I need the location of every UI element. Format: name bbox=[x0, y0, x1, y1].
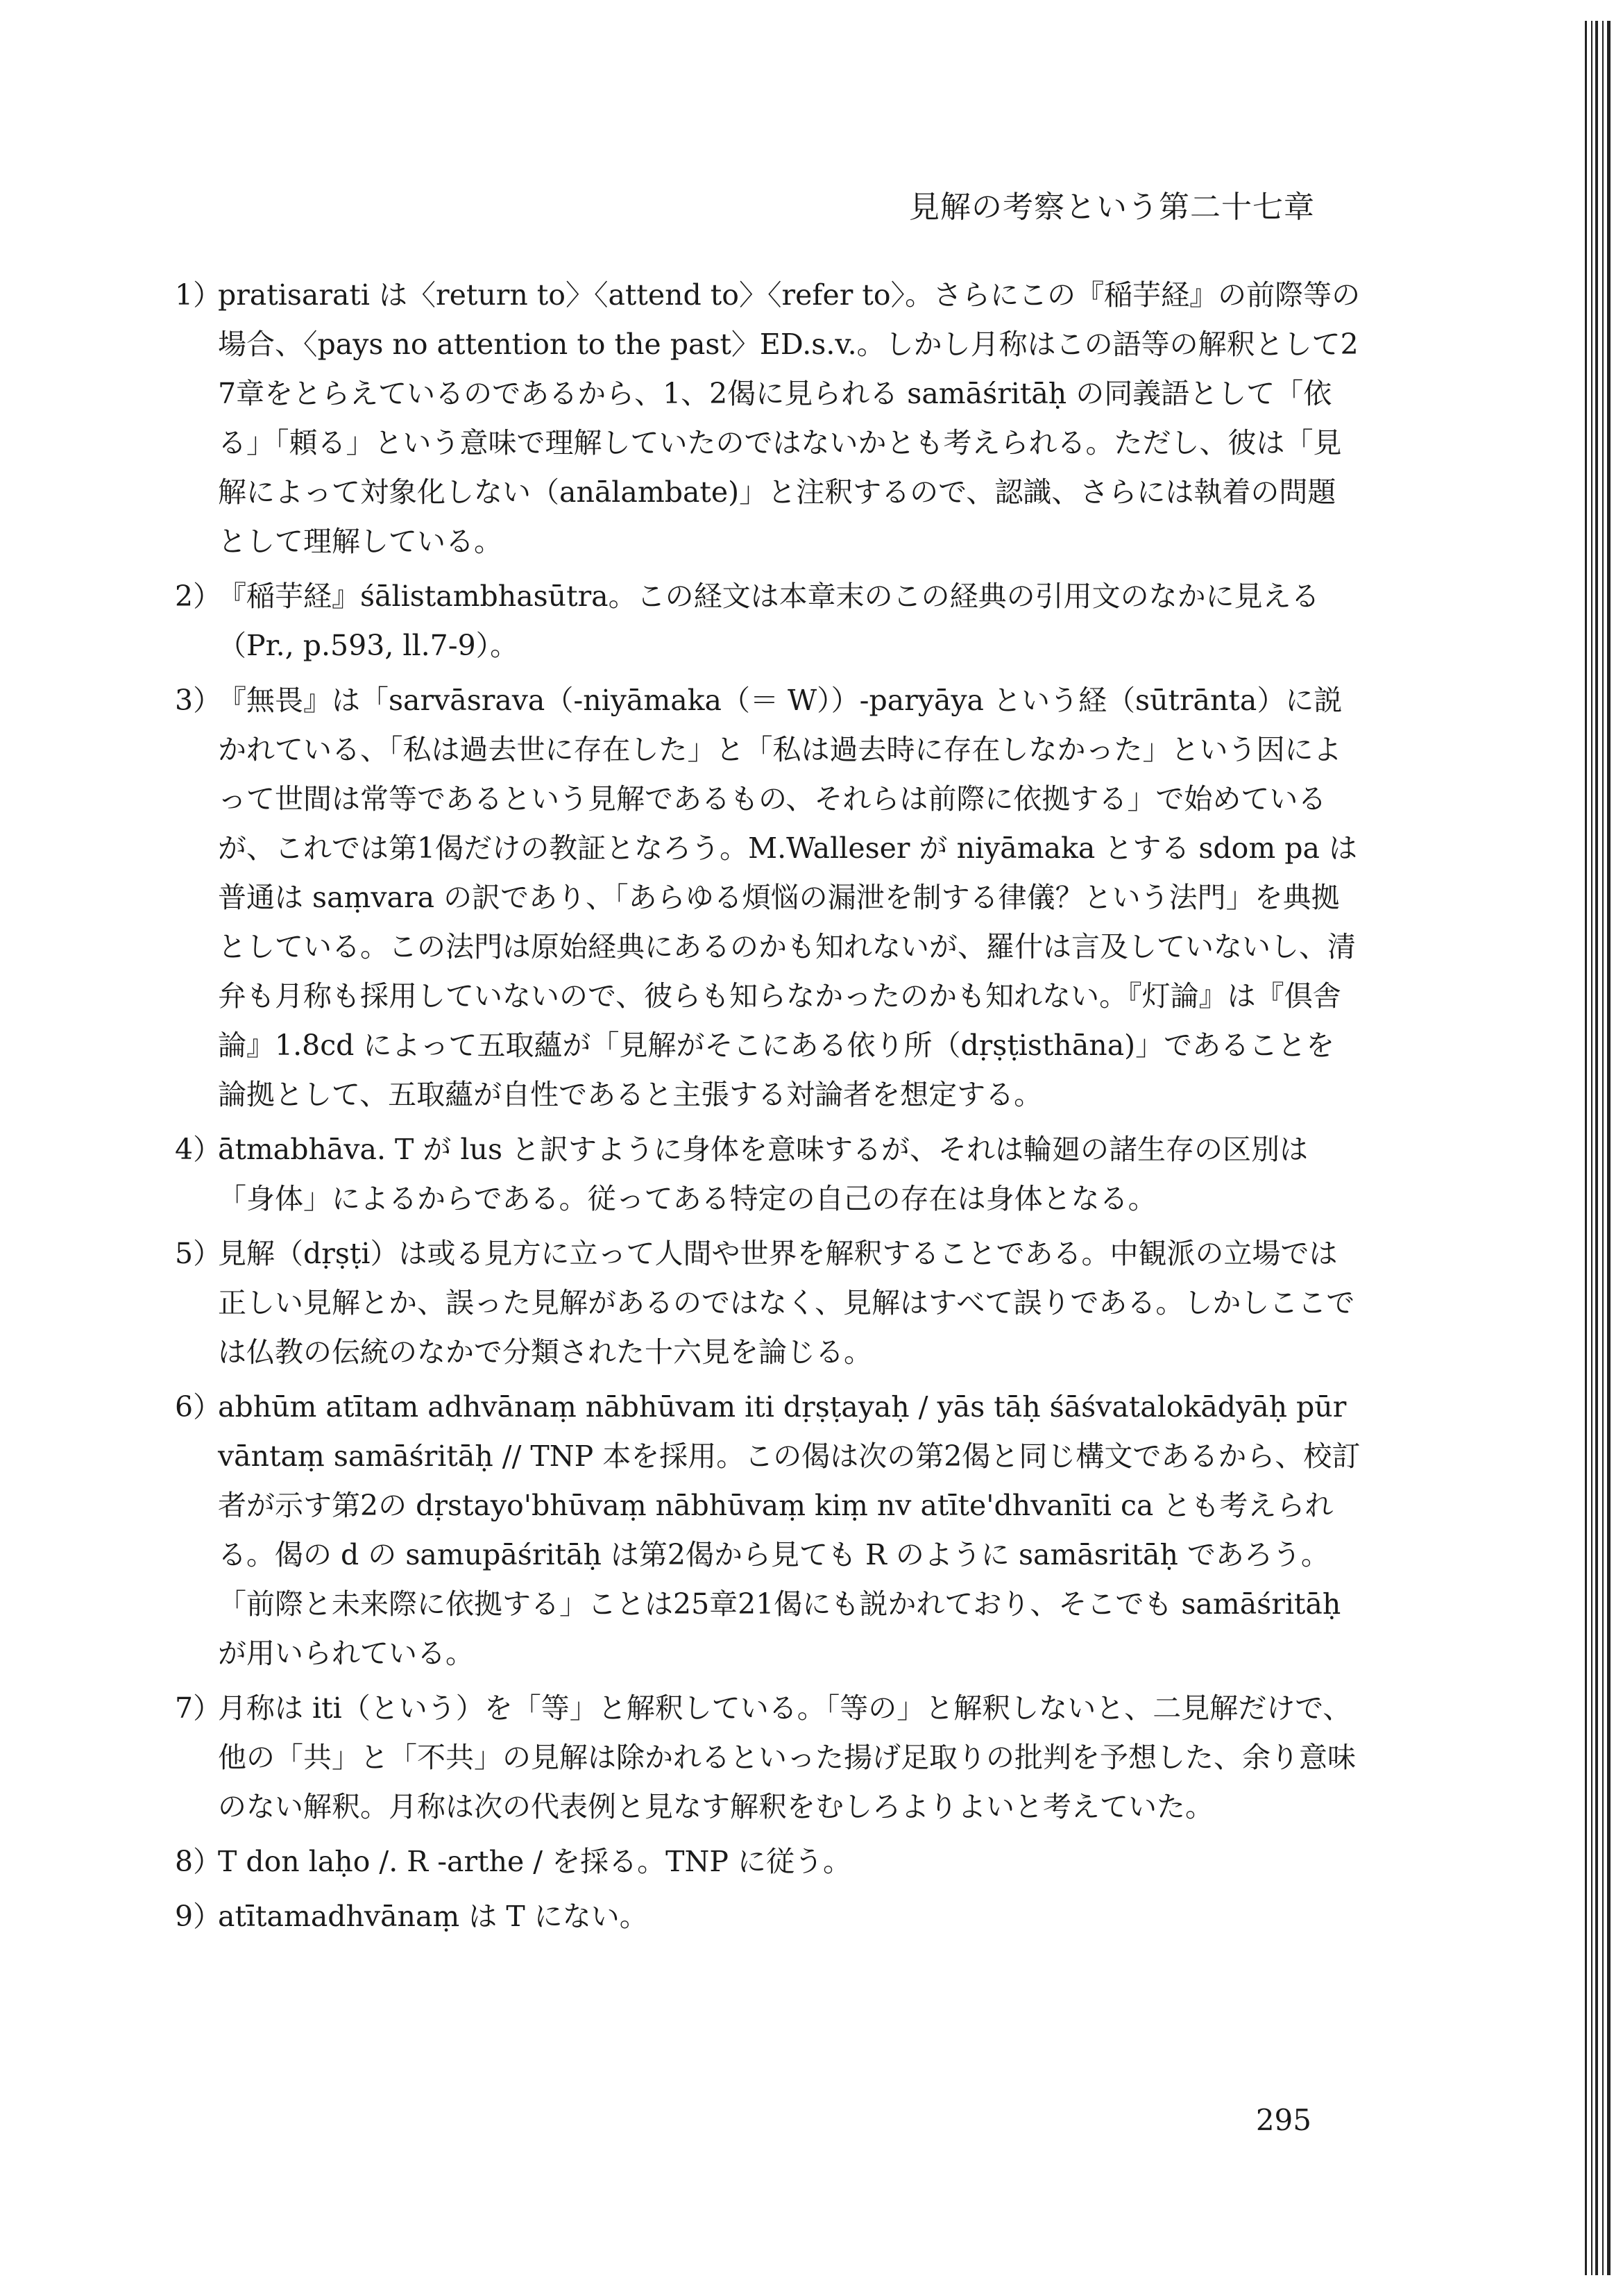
note-number: 3） bbox=[175, 684, 222, 717]
note-text: atītamadhvānaṃ は T にない。 bbox=[218, 1900, 648, 1933]
note-7 bbox=[175, 1684, 1361, 1832]
note-text: T don laḥo /. R -arthe / を採る。TNP に従う。 bbox=[218, 1845, 851, 1878]
note-number: 1） bbox=[175, 278, 222, 312]
note-number: 6） bbox=[175, 1390, 222, 1424]
note-5 bbox=[175, 1229, 1361, 1377]
note-number: 2） bbox=[175, 580, 222, 613]
note-text: 『無畏』は「sarvāsrava（-niyāmaka（＝ W））-paryāya という経（sūtrānta）に説かれている、「私は過去世に存在した」と「私は過去時に存在しなかった」という因によって世間は常等であるという見解であるもの、それらは前際に依拠する」で始めているが、これでは第1偈だけの教証となろう。M.Walleser が niyāmaka とする sdom pa は普通は saṃvara の訳であり、「あらゆる煩悩の漏泄を制する律儀？という法門」を典拠としている。この法門は原始経典にあるのかも知れないが、羅什は言及していないし、清弁も月称も採用していないので、彼らも知らなかったのかも知れない。『灯論』は『倶舎論』1.8cd によって五取蘊が「見解がそこにある依り所（dṛṣṭisthāna)」であることを論拠として、五取蘊が自性であると主張する対論者を想定する。 bbox=[218, 684, 1357, 1111]
note-number: 8） bbox=[175, 1845, 222, 1878]
notes-list bbox=[175, 271, 1361, 1947]
note-number: 5） bbox=[175, 1237, 222, 1270]
note-number: 4） bbox=[175, 1133, 222, 1166]
note-text: abhūm atītam adhvānaṃ nābhūvam iti dṛṣṭayaḥ / yās tāḥ śāśvatalokādyāḥ pūrvāntaṃ samāśritāḥ // TNP 本を採用。この偈は次の第2偈と同じ構文であるから、校訂者が示す第2の dṛstayo'bhūvaṃ nābhūvaṃ kiṃ nv atīte'dhvanīti ca とも考えられる。偈の d の samupāśritāḥ は第2偈から見ても R のように samāsritāḥ であろう。「前際と未来際に依拠する」ことは25章21偈にも説かれており、そこでも samāśritāḥ が用いられている。 bbox=[218, 1390, 1361, 1670]
note-number: 9） bbox=[175, 1900, 222, 1933]
note-text: 『稲芋経』śālistambhasūtra。この経文は本章末のこの経典の引用文のなかに見える（Pr., p.593, ll.7-9）。 bbox=[218, 580, 1320, 662]
note-6 bbox=[175, 1383, 1361, 1678]
note-9 bbox=[175, 1892, 1361, 1941]
note-number: 7） bbox=[175, 1691, 222, 1725]
note-2 bbox=[175, 572, 1361, 670]
note-1 bbox=[175, 271, 1361, 566]
note-text: ātmabhāva. T が lus と訳すように身体を意味するが、それは輪廻の諸生存の区別は「身体」によるからである。従ってある特定の自己の存在は身体となる。 bbox=[218, 1133, 1309, 1215]
note-text: pratisarati は〈return to〉〈attend to〉〈refer to〉。さらにこの『稲芋経』の前際等の場合、〈pays no attention to the past〉ED.s.v.。しかし月称はこの語等の解釈として27章をとらえているのであるから、1、2偈に見られる samāśritāḥ の同義語として「依る」「頼る」という意味で理解していたのではないかとも考えられる。ただし、彼は「見解によって対象化しない（anālambate)」と注釈するので、認識、さらには執着の問題として理解している。 bbox=[218, 278, 1361, 558]
note-text: 見解（dṛṣṭi）は或る見方に立って人間や世界を解釈することである。中観派の立場では正しい見解とか、誤った見解があるのではなく、見解はすべて誤りである。しかしここでは仏教の伝統のなかで分類された十六見を論じる。 bbox=[218, 1237, 1355, 1369]
note-3 bbox=[175, 676, 1361, 1120]
note-8 bbox=[175, 1837, 1361, 1886]
page-number: 295 bbox=[1255, 2103, 1311, 2137]
note-text: 月称は iti（という）を「等」と解釈している。「等の」と解釈しないと、二見解だけで、他の「共」と「不共」の見解は除かれるといった揚げ足取りの批判を予想した、余り意味のない解釈。月称は次の代表例と見なす解釈をむしろよりよいと考えていた。 bbox=[218, 1691, 1356, 1823]
running-header: 見解の考察という第二十七章 bbox=[909, 189, 1315, 225]
scan-binding-edge bbox=[1540, 0, 1623, 2296]
note-4 bbox=[175, 1125, 1361, 1224]
